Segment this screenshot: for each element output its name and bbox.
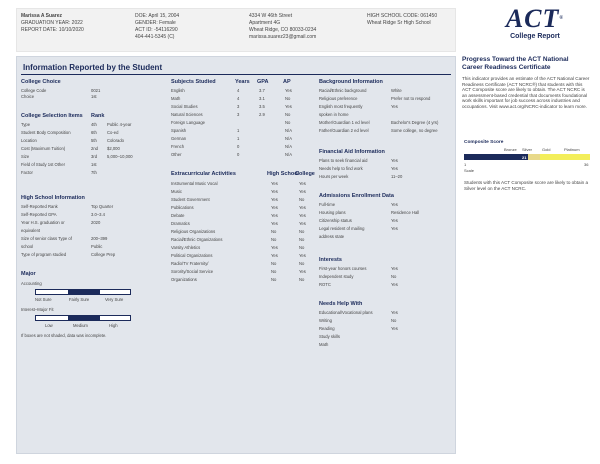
hs-info-row-cell: Top Quarter [91, 204, 114, 209]
background-row-cell: Racial/Ethnic background [319, 88, 367, 93]
activity-row-cell: Yes [299, 189, 306, 194]
needs-row-cell: Yes [391, 326, 398, 331]
interests-row-cell: Yes [391, 282, 398, 287]
panel-title: Information Reported by the Student [23, 63, 163, 72]
activity-row-cell: No [299, 229, 305, 234]
subject-row-cell: German [171, 136, 187, 141]
hs-info-row-cell: Self-Reported Rank [21, 204, 58, 209]
subjects-heading: Subjects Studied [171, 79, 216, 85]
selection-item-row-cell: Cost (Maximum Tuition) [21, 146, 66, 151]
financial-row-cell: Plans to seek financial aid [319, 158, 368, 163]
score-value: 21 [522, 155, 527, 160]
subject-row-cell: No [285, 96, 291, 101]
col-college: College [295, 171, 315, 177]
selection-item-row-cell: 7th [91, 170, 97, 175]
admissions-row-cell: Legal resident of mailing [319, 226, 365, 231]
fit-fill [68, 316, 100, 320]
admissions-row-cell: Full-time [319, 202, 336, 207]
student-details-block [135, 13, 179, 41]
college-choice-row-cell: 1st [91, 94, 97, 99]
scale-max: 36 [584, 162, 589, 167]
certainty-fill [68, 290, 100, 294]
subject-row-cell: 3 [237, 112, 240, 117]
admissions-row-cell: Yes [391, 218, 398, 223]
bar-gold [528, 154, 540, 160]
activity-row-cell: Yes [271, 245, 278, 250]
subject-row-cell: 4 [237, 88, 240, 93]
scale-not-sure: Not Sure [35, 297, 52, 302]
subject-row-cell: Natural Sciences [171, 112, 203, 117]
graduation-year: GRADUATION YEAR: 2022 [21, 20, 83, 26]
activity-row-cell: Yes [271, 253, 278, 258]
needs-row-cell: Educational/Vocational plans [319, 310, 373, 315]
activity-row-cell: No [299, 237, 305, 242]
col-gpa: GPA [257, 79, 269, 85]
bar-navy [464, 154, 520, 160]
ncrc-summary: Students with this ACT Composite score are likely to obtain a Silver level on the ACT NCRC. [464, 180, 589, 191]
college-choice-row-cell: 0021 [91, 88, 101, 93]
hs-info-heading: High School Information [21, 195, 85, 201]
ncrc-scale [464, 146, 590, 176]
report-subtitle: College Report [510, 33, 560, 40]
email: marissa.suarez23@gmail.com [249, 34, 317, 40]
background-row-cell: English most frequently [319, 104, 363, 109]
background-row-cell: Father/Guardian 2 ed level [319, 128, 369, 133]
hs-info-row-cell: Size of senior class Type of [21, 236, 72, 241]
act-logo-text: ACT [505, 4, 560, 33]
student-header [16, 8, 456, 52]
activity-row-cell: Yes [299, 269, 306, 274]
background-row-cell: White [391, 88, 402, 93]
needs-heading: Needs Help With [319, 301, 363, 307]
financial-row-cell: Yes [391, 166, 398, 171]
activity-row-cell: Political Organizations [171, 253, 213, 258]
activity-row-cell: No [271, 269, 277, 274]
level-bronze: Bronze [504, 147, 517, 152]
gender: GENDER: Female [135, 20, 176, 26]
financial-row-cell: Needs help to find work [319, 166, 363, 171]
activity-row-cell: No [271, 237, 277, 242]
subject-row-cell: Foreign Language [171, 120, 205, 125]
activity-row-cell: Yes [271, 213, 278, 218]
address-line3: Wheat Ridge, CO 80033-0234 [249, 27, 317, 33]
hs-info-row-cell: 3.0–3.4 [91, 212, 105, 217]
admissions-row-cell: Yes [391, 226, 398, 231]
col-years: Years [235, 79, 250, 85]
activity-row-cell: No [271, 261, 277, 266]
col-ap: AP [283, 79, 291, 85]
admissions-row-cell: Yes [391, 202, 398, 207]
activity-row-cell: Yes [271, 181, 278, 186]
act-id: ACT ID: -54116290 [135, 27, 178, 33]
activity-row-cell: Yes [299, 205, 306, 210]
level-platinum: Platinum [564, 147, 580, 152]
activity-row-cell: Yes [299, 221, 306, 226]
major-heading: Major [21, 271, 36, 277]
subject-row-cell: Other [171, 152, 182, 157]
admissions-heading: Admissions Enrollment Data [319, 193, 394, 199]
subject-row-cell: 2.9 [259, 112, 265, 117]
activity-row-cell: No [299, 261, 305, 266]
student-id-block [21, 13, 84, 34]
activity-row-cell: Yes [299, 253, 306, 258]
activity-row-cell: Music [171, 189, 182, 194]
activity-row-cell: Dramatics [171, 221, 190, 226]
admissions-row-cell: Citizenship status [319, 218, 352, 223]
bar-platinum [540, 154, 590, 160]
background-row-cell: Prefer not to respond [391, 96, 431, 101]
interests-row-cell: ROTC [319, 282, 331, 287]
subject-row-cell: 3.5 [259, 104, 265, 109]
subject-row-cell: N/A [285, 136, 292, 141]
address-line2: Apartment 4G [249, 20, 281, 26]
subject-row-cell: 3 [237, 104, 240, 109]
selection-item-row-cell: 5,000–10,000 [107, 154, 133, 159]
scale-fairly-sure: Fairly Sure [69, 297, 90, 302]
needs-row-cell: Reading [319, 326, 335, 331]
needs-row-cell: Writing [319, 318, 332, 323]
background-heading: Background Information [319, 79, 383, 85]
selection-item-row-cell: Public 4-year [107, 122, 132, 127]
selection-item-row-cell: 6th [91, 130, 97, 135]
activity-row-cell: Varsity Athletics [171, 245, 201, 250]
hs-info-row-cell: equivalent [21, 228, 41, 233]
subject-row-cell: Yes [285, 88, 292, 93]
interests-heading: Interests [319, 257, 342, 263]
financial-heading: Financial Aid Information [319, 149, 385, 155]
activity-row-cell: Sorority/Social Service [171, 269, 214, 274]
incomplete-note: If boxes are not shaded, data was incomplete. [21, 333, 107, 338]
hs-info-row-cell: school [21, 244, 34, 249]
subject-row-cell: 0 [237, 152, 240, 157]
student-name: Marissa A Suarez [21, 13, 63, 19]
hs-info-row-cell: 200–399 [91, 236, 108, 241]
activity-row-cell: Yes [299, 181, 306, 186]
selection-item-row-cell: Location [21, 138, 37, 143]
activity-row-cell: Yes [271, 205, 278, 210]
interests-row-cell: Independent study [319, 274, 354, 279]
background-row-cell: Religious preference [319, 96, 358, 101]
needs-row-cell: No [391, 318, 397, 323]
subject-row-cell: 1 [237, 128, 240, 133]
phone: 404-441-5345 (C) [135, 34, 175, 40]
selection-item-row-cell: Colorado [107, 138, 124, 143]
dob: DOE: April 15, 2004 [135, 13, 180, 19]
level-silver: Silver [522, 147, 533, 152]
background-row-cell: Bachelor's Degree (4 yrs) [391, 120, 439, 125]
activity-row-cell: Yes [271, 189, 278, 194]
ncrc-title: Progress Toward the ACT National Career Readiness Certificate [462, 56, 569, 71]
interest-fit-label: Interest–Major Fit [21, 307, 54, 312]
subject-row-cell: No [285, 112, 291, 117]
hs-info-row-cell: College Prep [91, 252, 116, 257]
interests-row-cell: First-year honors courses [319, 266, 367, 271]
selection-item-row-cell: 1st [91, 162, 97, 167]
school-name: Wheat Ridge Sr High School [367, 20, 431, 26]
subject-row-cell: N/A [285, 152, 292, 157]
scale-min: 1 [464, 162, 467, 167]
student-info-panel [16, 56, 456, 454]
report-date: REPORT DATE: 10/10/2020 [21, 27, 84, 33]
activity-row-cell: No [299, 245, 305, 250]
selection-item-row-cell: Type [21, 122, 31, 127]
activity-row-cell: Student Government [171, 197, 210, 202]
activity-row-cell: Debate [171, 213, 185, 218]
needs-row-cell: Yes [391, 310, 398, 315]
subject-row-cell: Yes [285, 104, 292, 109]
subject-row-cell: Math [171, 96, 181, 101]
hs-info-row-cell: 2020 [91, 220, 101, 225]
school-block [367, 13, 437, 27]
selection-item-row-cell: Co-ed [107, 130, 119, 135]
college-choice-row-cell: College Code [21, 88, 47, 93]
hs-info-row-cell: Year H.S. graduation or [21, 220, 65, 225]
selection-item-row-cell: 3rd [91, 154, 98, 159]
hs-info-row-cell: Public [91, 244, 103, 249]
subject-row-cell: Social Studies [171, 104, 198, 109]
selection-item-row-cell: 4th [91, 122, 97, 127]
subject-row-cell: Spanish [171, 128, 187, 133]
fit-bar [35, 315, 131, 321]
activity-row-cell: No [271, 229, 277, 234]
needs-row-cell: Math [319, 342, 329, 347]
admissions-row-cell: Residence Hall [391, 210, 420, 215]
background-row-cell: Some college, no degree [391, 128, 438, 133]
activity-row-cell: Yes [271, 197, 278, 202]
college-choice-row-cell: Choice [21, 94, 35, 99]
activity-row-cell: Radio/TV Fraternity/ [171, 261, 209, 266]
act-logo [486, 6, 584, 46]
college-choice-heading: College Choice [21, 79, 61, 85]
scale-low: Low [45, 323, 53, 328]
scale-caption: Scale [464, 168, 475, 173]
financial-row-cell: 11–20 [391, 174, 403, 179]
hs-info-row-cell: Type of program studied [21, 252, 67, 257]
level-gold: Gold [542, 147, 551, 152]
interests-row-cell: No [391, 274, 397, 279]
subject-row-cell: 4 [237, 96, 240, 101]
activity-row-cell: Racial/Ethnic Organizations [171, 237, 223, 242]
subject-row-cell: N/A [285, 144, 292, 149]
composite-score-label: Composite Score [464, 140, 504, 145]
activity-row-cell: Religious Organizations [171, 229, 216, 234]
registered-mark: ® [559, 16, 565, 21]
activity-row-cell: No [271, 277, 277, 282]
subject-row-cell: 3.7 [259, 88, 265, 93]
address-block [249, 13, 316, 41]
subject-row-cell: 0 [237, 144, 240, 149]
selection-item-row-cell: 2nd [91, 146, 98, 151]
activity-row-cell: Publications [171, 205, 194, 210]
hs-info-row-cell: Self-Reported GPA [21, 212, 57, 217]
needs-row-cell: Study skills [319, 334, 340, 339]
background-row-cell: Yes [391, 104, 398, 109]
subject-row-cell: N/A [285, 128, 292, 133]
subject-row-cell: French [171, 144, 185, 149]
subject-row-cell: No [285, 120, 291, 125]
admissions-row-cell: address state [319, 234, 345, 239]
activity-row-cell: Instrumental Music Vocal [171, 181, 218, 186]
col-high-school: High School [267, 171, 300, 177]
activity-row-cell: Organizations [171, 277, 197, 282]
selection-item-row-cell: Student Body Composition [21, 130, 71, 135]
selection-item-row-cell: Factor [21, 170, 33, 175]
interests-row-cell: Yes [391, 266, 398, 271]
selection-item-row-cell: Field of Study 1st Other [21, 162, 65, 167]
activity-row-cell: No [299, 277, 305, 282]
subject-row-cell: English [171, 88, 185, 93]
activities-heading: Extracurricular Activities [171, 171, 236, 177]
selection-item-row-cell: Size [21, 154, 30, 159]
selection-items-heading: College Selection Items [21, 113, 83, 119]
selection-item-row-cell: $2,000 [107, 146, 120, 151]
subject-row-cell: 1 [237, 136, 240, 141]
selection-item-row-cell: 5th [91, 138, 97, 143]
financial-row-cell: Hours per week [319, 174, 349, 179]
scale-very-sure: Very Sure [105, 297, 124, 302]
major-field: Accounting [21, 281, 42, 286]
school-code: HIGH SCHOOL CODE: 061450 [367, 13, 438, 19]
background-row-cell: Mother/Guardian 1 ed level [319, 120, 370, 125]
address-line1: 4334 W 46th Street [249, 13, 293, 19]
activity-row-cell: No [299, 197, 305, 202]
admissions-row-cell: Housing plans [319, 210, 346, 215]
background-row-cell: spoken in home [319, 112, 349, 117]
activity-row-cell: Yes [271, 221, 278, 226]
activity-row-cell: Yes [299, 213, 306, 218]
rank-heading: Rank [91, 113, 105, 119]
scale-medium: Medium [73, 323, 88, 328]
financial-row-cell: Yes [391, 158, 398, 163]
scale-high: High [109, 323, 118, 328]
subject-row-cell: 3.1 [259, 96, 265, 101]
certainty-bar [35, 289, 131, 295]
ncrc-body: This indicator provides an estimate of the ACT National Career Readiness Certificate (ACT NCRC®) that students with this ACT Composite score are likely to obtain. The ACT NCRC is an assessment-based credential that documents foundational work skills important for job success across industries and occupations. Visit www.act.org/NCRC-indicator to learn more. [462, 76, 590, 109]
